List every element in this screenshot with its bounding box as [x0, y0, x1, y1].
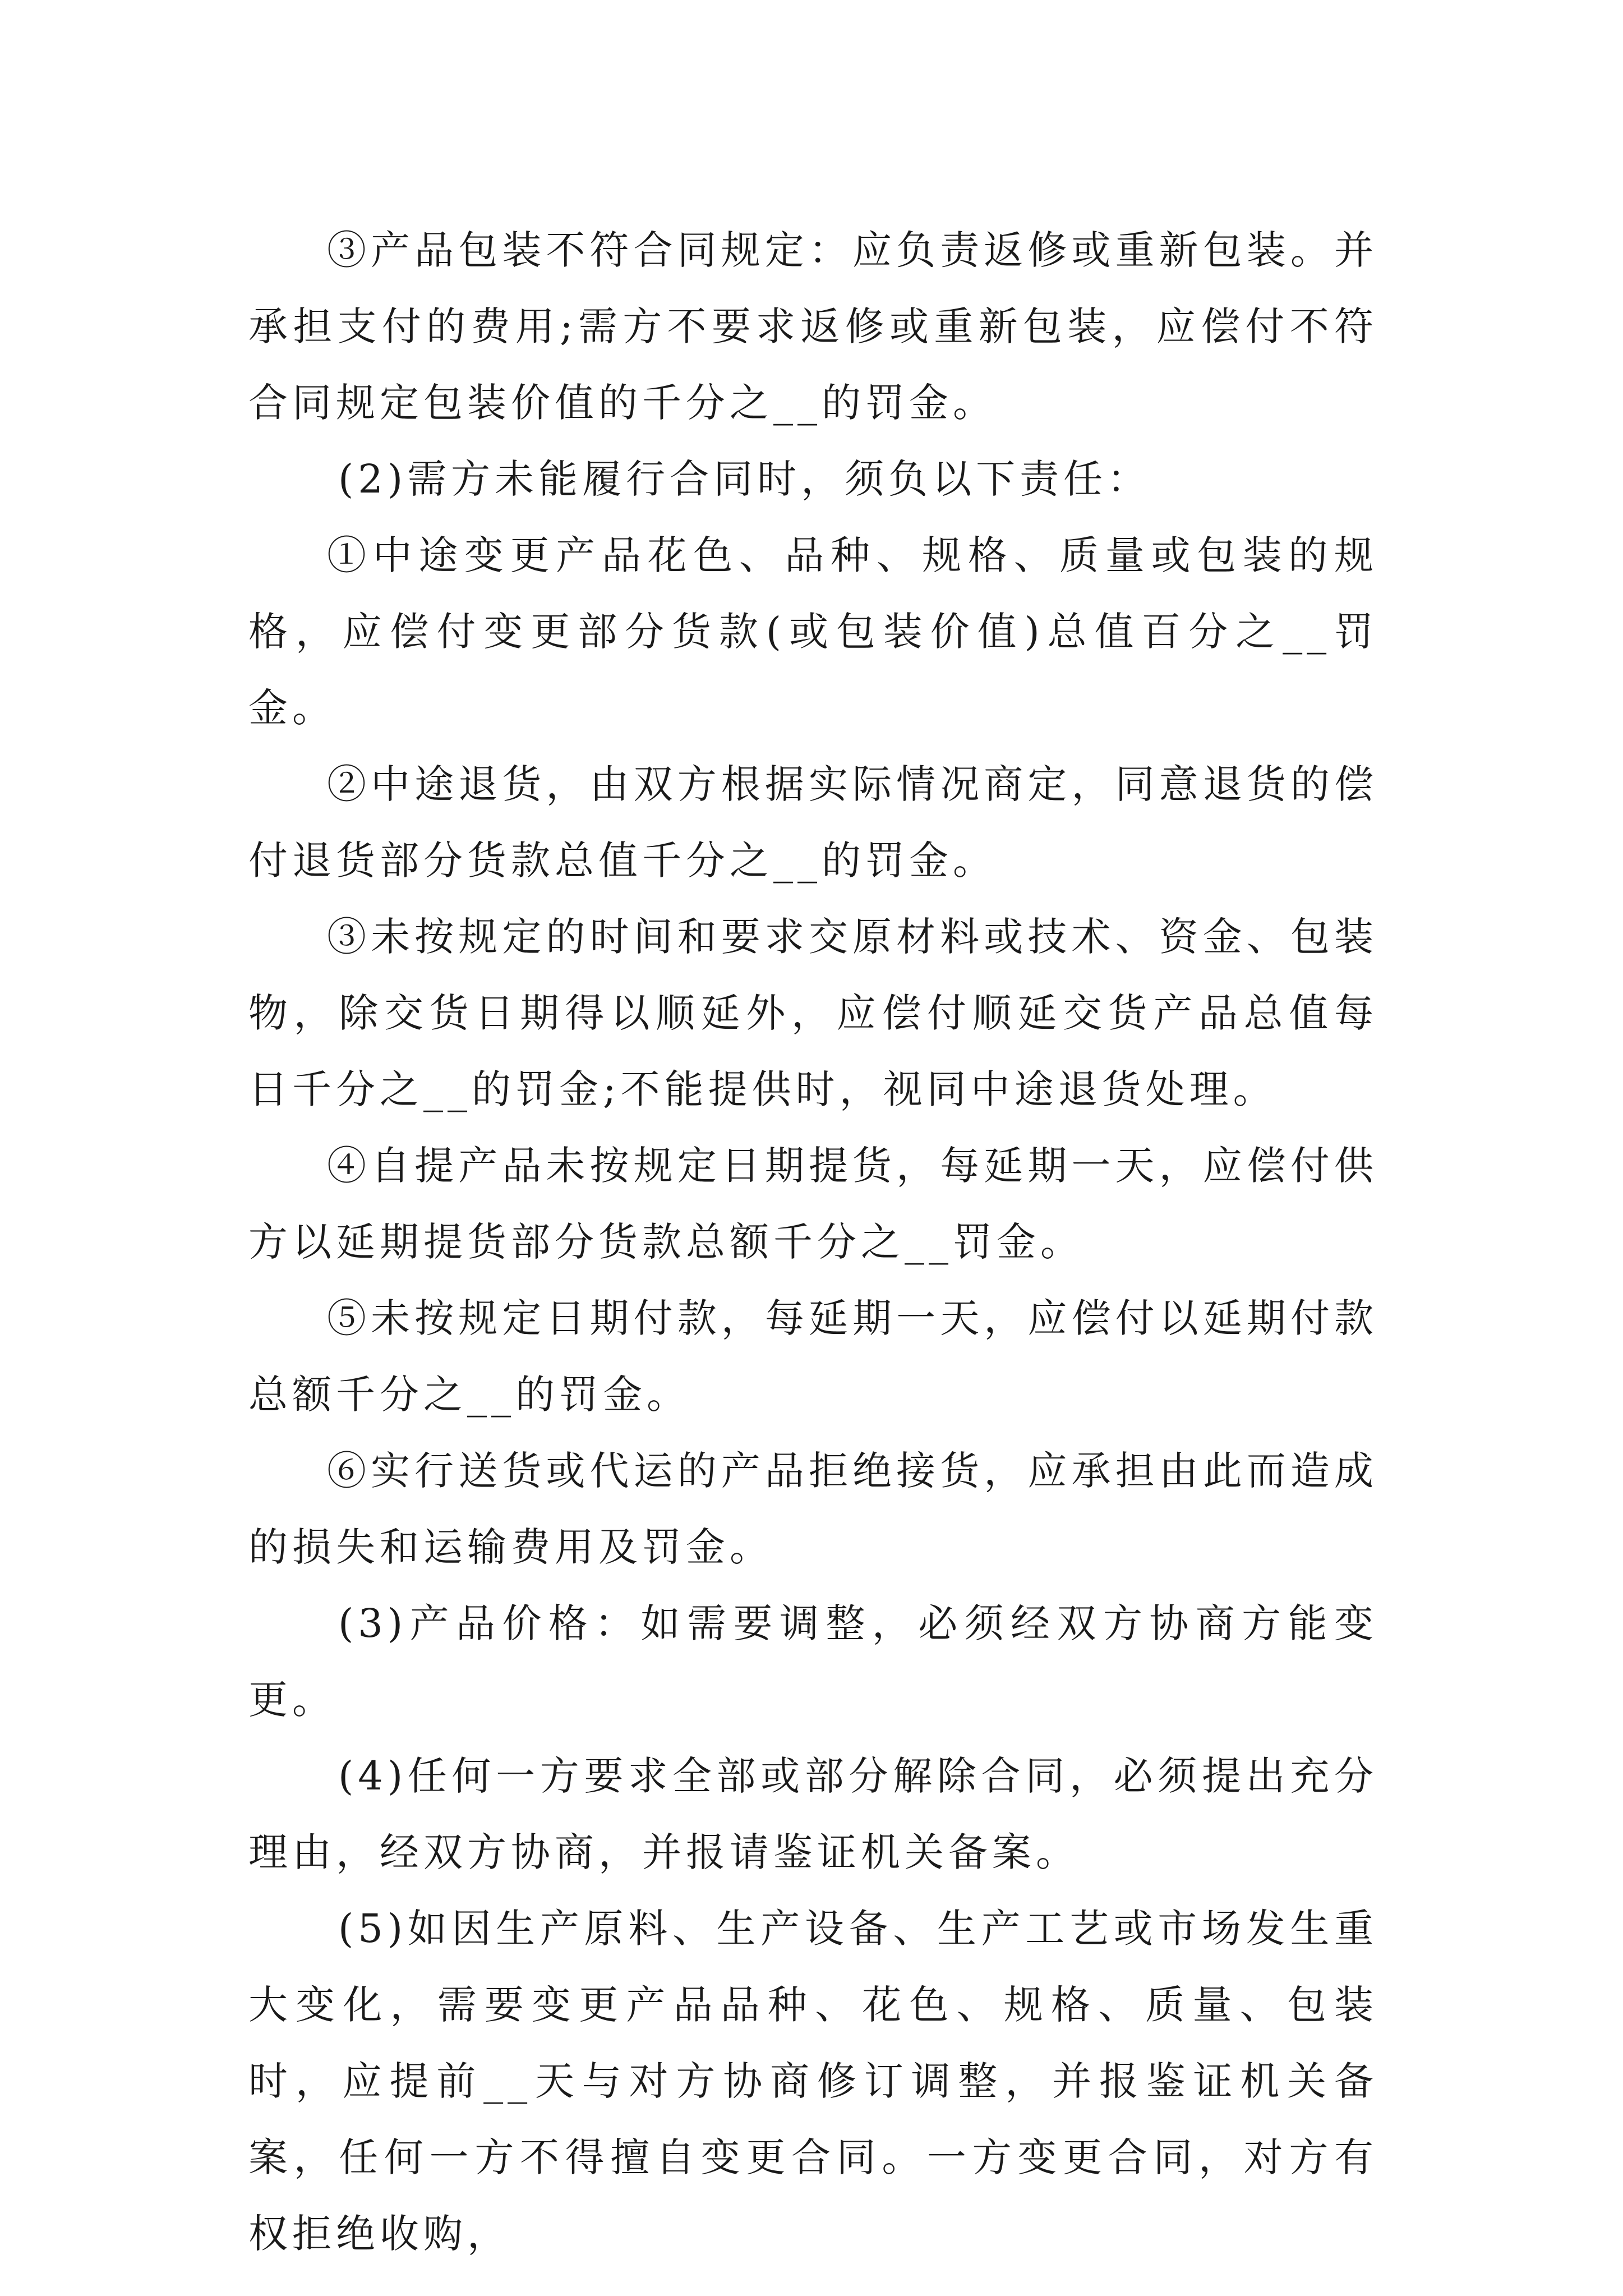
paragraph-packaging-penalty: ③产品包装不符合同规定：应负责返修或重新包装。并承担支付的费用;需方不要求返修或重新包装，应偿付不符合同规定包装价值的千分之__的罚金。 — [248, 227, 1378, 426]
paragraph-contract-change: (5)如因生产原料、生产设备、生产工艺或市场发生重大变化，需要变更产品品种、花色、规格、质量、包装时，应提前__天与对方协商修订调整，并报鉴证机关备案，任何一方不得擅自变更合同。一方变更合同，对方有权拒绝收购， — [248, 1906, 1378, 2257]
paragraph-materials-delay-penalty: ③未按规定的时间和要求交原材料或技术、资金、包装物，除交货日期得以顺延外，应偿付顺延交货产品总值每日千分之__的罚金;不能提供时，视同中途退货处理。 — [248, 914, 1378, 1112]
paragraph-buyer-liability-heading: (2)需方未能履行合同时，须负以下责任： — [338, 456, 1151, 502]
paragraph-price-adjustment: (3)产品价格：如需要调整，必须经双方协商方能变更。 — [248, 1600, 1378, 1723]
paragraph-contract-termination: (4)任何一方要求全部或部分解除合同，必须提出充分理由，经双方协商，并报请鉴证机关备案。 — [248, 1753, 1378, 1875]
paragraph-pickup-delay-penalty: ④自提产品未按规定日期提货，每延期一天，应偿付供方以延期提货部分货款总额千分之__罚金。 — [248, 1143, 1378, 1265]
paragraph-refuse-delivery: ⑥实行送货或代运的产品拒绝接货，应承担由此而造成的损失和运输费用及罚金。 — [248, 1448, 1378, 1570]
paragraph-change-specs-penalty: ①中途变更产品花色、品种、规格、质量或包装的规格，应偿付变更部分货款(或包装价值)总值百分之__罚金。 — [248, 532, 1378, 731]
paragraph-payment-delay-penalty: ⑤未按规定日期付款，每延期一天，应偿付以延期付款总额千分之__的罚金。 — [248, 1295, 1378, 1418]
document-body — [248, 212, 1378, 2272]
paragraph-return-goods-penalty: ②中途退货，由双方根据实际情况商定，同意退货的偿付退货部分货款总值千分之__的罚金。 — [248, 761, 1378, 884]
